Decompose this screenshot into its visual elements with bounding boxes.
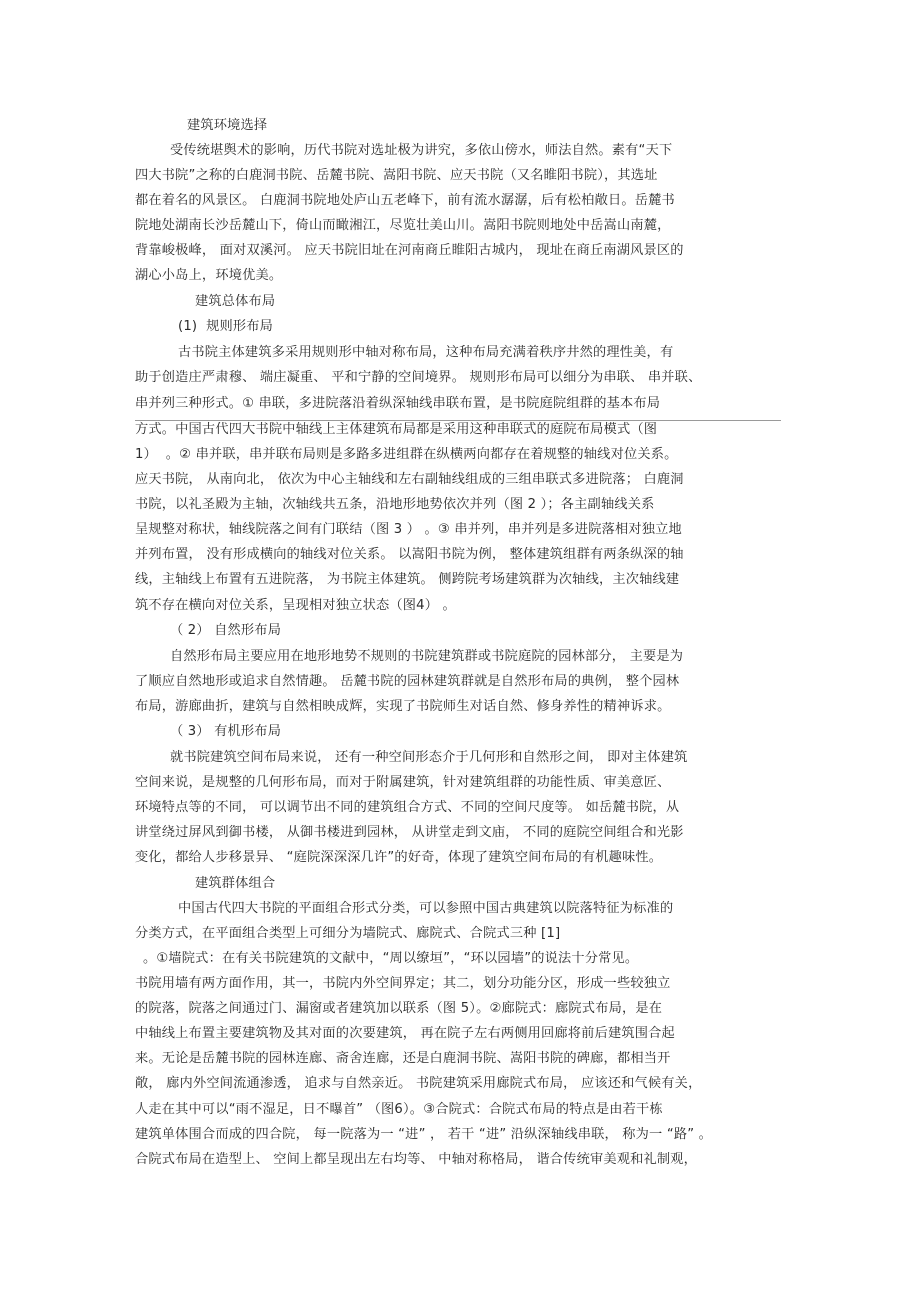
heading-environment: 建筑环境选择 (187, 118, 268, 133)
divider-line (135, 420, 781, 421)
paragraph-line: 筑不存在横向对位关系，呈现相对独立状态（图4） 。 (135, 598, 456, 613)
paragraph-line: 院地处湖南长沙岳麓山下，倚山而瞰湘江，尽览壮美山川。嵩阳书院则地处中岳嵩山南麓， (135, 218, 671, 233)
paragraph-line: 。①墙院式：在有关书院建筑的文献中，“周以缭垣”，“环以园墙”的说法十分常见。 (143, 951, 639, 966)
heading-overall-layout: 建筑总体布局 (195, 294, 276, 309)
paragraph-line: 敞， 廊内外空间流通渗透， 追求与自然亲近。 书院建筑采用廊院式布局， 应该还和气候有关， (135, 1076, 702, 1091)
paragraph-line: 书院用墙有两方面作用，其一，书院内外空间界定；其二，划分功能分区，形成一些较独立 (135, 976, 671, 991)
paragraph-line: 空间来说，是规整的几何形布局，而对于附属建筑，针对建筑组群的功能性质、审美意匠、 (135, 775, 671, 790)
paragraph-line: 合院式布局在造型上、 空间上都呈现出左右均等、 中轴对称格局， 谐合传统审美观和礼制观， (135, 1152, 698, 1167)
subheading-natural-layout: （ 2） 自然形布局 (170, 623, 282, 638)
paragraph-line: 自然形布局主要应用在地形地势不规则的书院建筑群或书院庭院的园林部分， 主要是为 (170, 649, 684, 664)
paragraph-line: 古书院主体建筑多采用规则形中轴对称布局，这种布局充满着秩序井然的理性美，有 (178, 345, 674, 360)
paragraph-line: 书院，以礼圣殿为主轴，次轴线共五条，沿地形地势依次并列（图 2 ）；各主副轴线关系 (135, 497, 655, 512)
paragraph-line: 了顺应自然地形或追求自然情趣。 岳麓书院的园林建筑群就是自然形布局的典例， 整个园林 (135, 674, 680, 689)
paragraph-line: 布局，游廊曲折，建筑与自然相映成辉，实现了书院师生对话自然、修身养性的精神诉求。 (135, 699, 671, 714)
paragraph-line: 线，主轴线上布置有五进院落， 为书院主体建筑。 侧跨院考场建筑群为次轴线，主次轴线建 (135, 572, 680, 587)
heading-group-composition: 建筑群体组合 (195, 876, 276, 891)
paragraph-line: 变化，都给人步移景异、 “庭院深深深几许”的好奇，体现了建筑空间布局的有机趣味性。 (135, 850, 663, 865)
paragraph-line: 助于创造庄严肃穆、 端庄凝重、 平和宁静的空间境界。 规则形布局可以细分为串联、 串并联、 (135, 370, 702, 385)
paragraph-line: 湖心小岛上，环境优美。 (135, 268, 283, 283)
paragraph-line: 人走在其中可以“雨不湿足，日不曝首” （图6）。③合院式：合院式布局的特点是由若干栋 (135, 1102, 663, 1117)
paragraph-line: 分类方式，在平面组合类型上可细分为墙院式、廊院式、合院式三种 [1] (135, 926, 561, 941)
paragraph-line: 应天书院， 从南向北， 依次为中心主轴线和左右副轴线组成的三组串联式多进院落； 白鹿洞 (135, 472, 684, 487)
paragraph-line: 都在着名的风景区。 白鹿洞书院地处庐山五老峰下，前有流水潺潺，后有松柏敞日。岳麓书 (135, 193, 675, 208)
paragraph-line: 1） 。② 串并联，串并联布局则是多路多进组群在纵横两向都存在着规整的轴线对位关系。 (135, 447, 678, 462)
paragraph-line: 背靠峻极峰， 面对双溪河。 应天书院旧址在河南商丘睢阳古城内， 现址在商丘南湖风景区的 (135, 243, 684, 258)
paragraph-line: 受传统堪舆术的影响，历代书院对选址极为讲究，多依山傍水，师法自然。素有“天下 (170, 143, 673, 158)
paragraph-line: 并列布置， 没有形成横向的轴线对位关系。 以嵩阳书院为例， 整体建筑组群有两条纵深的轴 (135, 547, 684, 562)
paragraph-line: 方式。中国古代四大书院中轴线上主体建筑布局都是采用这种串联式的庭院布局模式（图 (135, 422, 658, 437)
paragraph-line: 串并列三种形式。① 串联，多进院落沿着纵深轴线串联布置，是书院庭院组群的基本布局 (135, 396, 661, 411)
paragraph-line: 建筑单体围合而成的四合院， 每一院落为一 “进” ， 若干 “进” 沿纵深轴线串联， 称为一 “路” 。 (135, 1127, 713, 1142)
paragraph-line: 呈规整对称状，轴线院落之间有门联结（图 3 ） 。③ 串并列，串并列是多进院落相对独立地 (135, 522, 682, 537)
paragraph-line: 的院落，院落之间通过门、漏窗或者建筑加以联系（图 5）。②廊院式：廊院式布局，是在 (135, 1001, 663, 1016)
subheading-organic-layout: （ 3） 有机形布局 (170, 724, 282, 739)
paragraph-line: 中轴线上布置主要建筑物及其对面的次要建筑， 再在院子左右两侧用回廊将前后建筑围合起 (135, 1026, 675, 1041)
paragraph-line: 来。无论是岳麓书院的园林连廊、斋舍连廊，还是白鹿洞书院、嵩阳书院的碑廊，都相当开 (135, 1051, 671, 1066)
paragraph-line: 中国古代四大书院的平面组合形式分类，可以参照中国古典建筑以院落特征为标准的 (178, 901, 674, 916)
paragraph-line: 四大书院”之称的白鹿洞书院、岳麓书院、嵩阳书院、应天书院（又名睢阳书院），其选址 (135, 168, 658, 183)
subheading-regular-layout: (1) 规则形布局 (178, 319, 274, 334)
paragraph-line: 就书院建筑空间布局来说， 还有一种空间形态介于几何形和自然形之间， 即对主体建筑 (170, 750, 688, 765)
paragraph-line: 讲堂绕过屏风到御书楼， 从御书楼进到园林， 从讲堂走到文庙， 不同的庭院空间组合和光影 (135, 825, 684, 840)
paragraph-line: 环境特点等的不同， 可以调节出不同的建筑组合方式、不同的空间尺度等。 如岳麓书院，从 (135, 800, 680, 815)
